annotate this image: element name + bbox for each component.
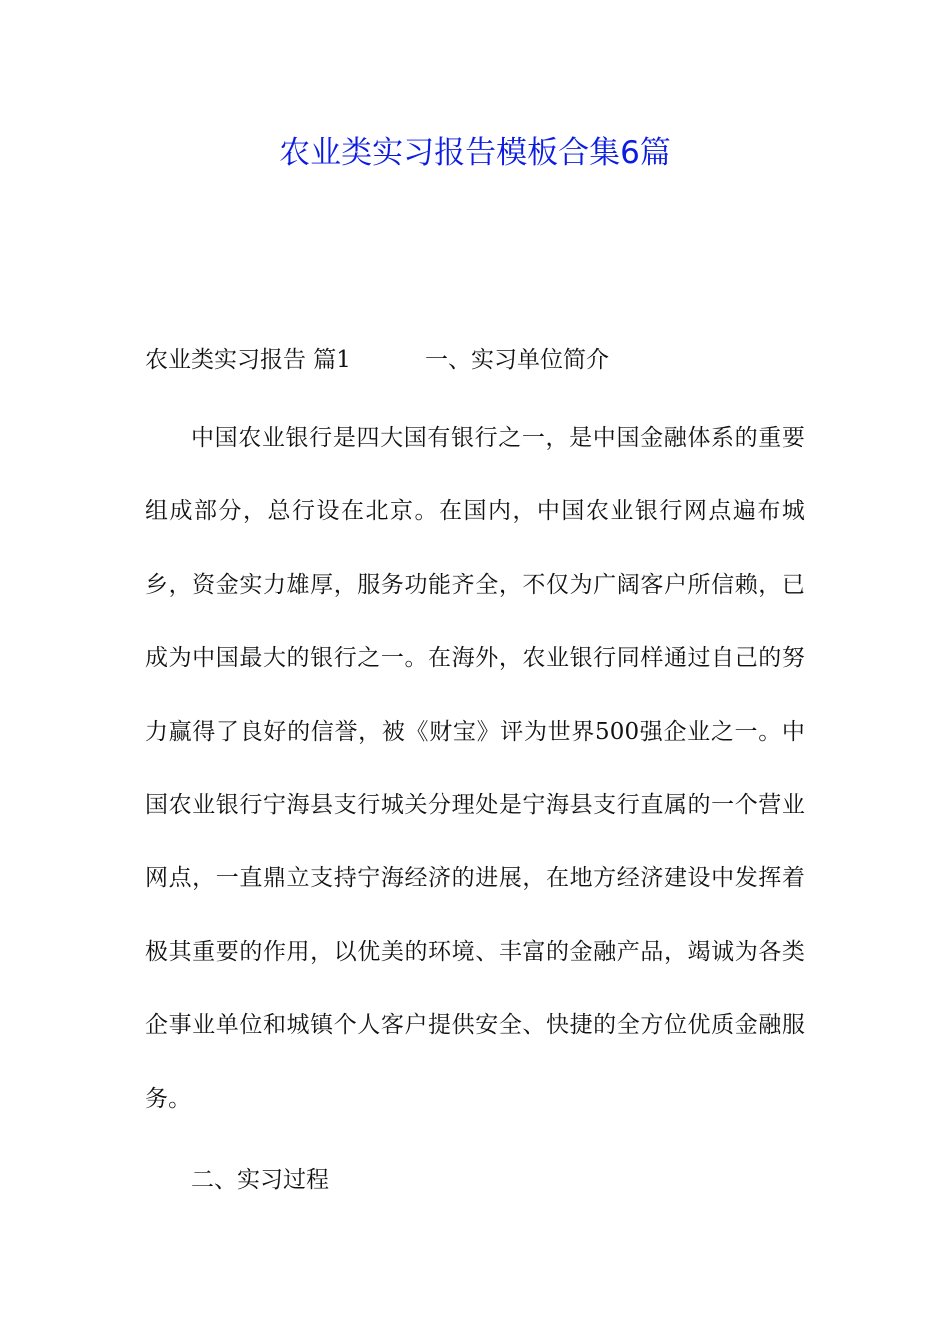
intro-line [145, 340, 805, 380]
report-label: 农业类实习报告 篇1 [145, 347, 351, 373]
document-title: 农业类实习报告模板合集6篇 [279, 135, 671, 171]
section-one-heading: 一、实习单位简介 [424, 347, 609, 373]
body-paragraph: 中国农业银行是四大国有银行之一，是中国金融体系的重要组成部分，总行设在北京。在国内，中国农业银行网点遍布城乡，资金实力雄厚，服务功能齐全，不仅为广阔客户所信赖，已成为中国最大的银行之一。在海外，农业银行同样通过自己的努力赢得了良好的信誉，被《财宝》评为世界500强企业之一。中国农业银行宁海县支行城关分理处是宁海县支行直属的一个营业网点，一直鼎立支持宁海经济的进展，在地方经济建设中发挥着极其重要的作用，以优美的环境、丰富的金融产品，竭诚为各类企事业单位和城镇个人客户提供安全、快捷的全方位优质金融服务。 [145, 425, 805, 1112]
section-two-heading: 二、实习过程 [191, 1167, 329, 1193]
